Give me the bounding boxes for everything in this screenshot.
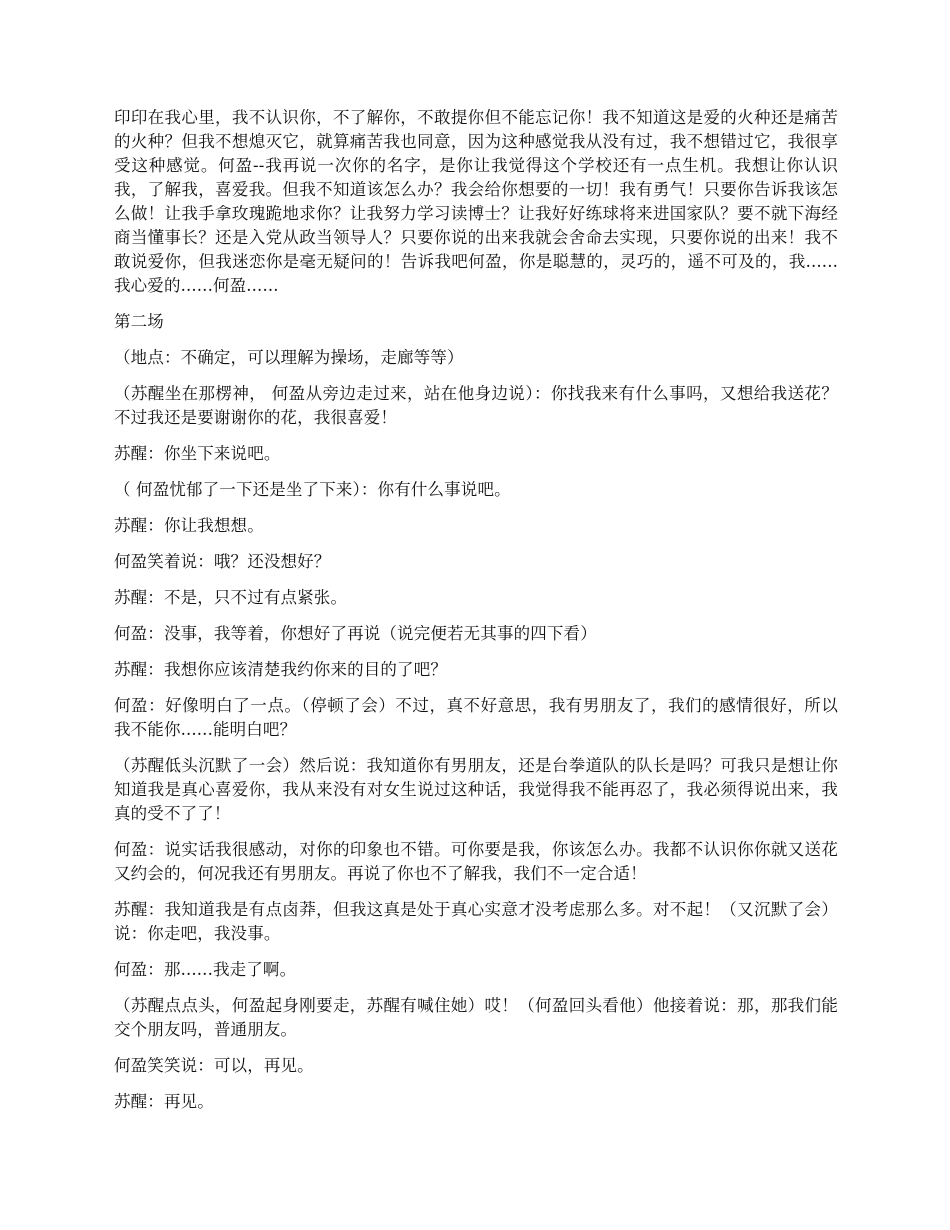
dialogue-line: （苏醒低头沉默了一会）然后说：我知道你有男朋友，还是台拳道队的队长是吗？可我只是想让你知道我是真心喜爱你，我从来没有对女生说过这种话，我觉得我不能再忍了，我必须得说出来，我真的受不了了！ <box>114 756 838 823</box>
dialogue-line: 何盈：说实话我很感动，对你的印象也不错。可你要是我，你该怎么办。我都不认识你你就又送花又约会的，何况我还有男朋友。再说了你也不了解我，我们不一定合适！ <box>114 840 838 883</box>
dialogue-line: 何盈：那......我走了啊。 <box>114 960 297 979</box>
dialogue-line: 苏醒：你让我想想。 <box>114 516 264 535</box>
dialogue-line: 苏醒：再见。 <box>114 1092 214 1111</box>
stage-direction-location: （地点：不确定，可以理解为操场，走廊等等） <box>114 348 464 367</box>
dialogue-line: （苏醒坐在那楞神， 何盈从旁边走过来，站在他身边说）：你找我来有什么事吗，又想给我送花？不过我还是要谢谢你的花，我很喜爱！ <box>114 384 838 427</box>
dialogue-line: （ 何盈忧郁了一下还是坐了下来）：你有什么事说吧。 <box>114 480 511 499</box>
dialogue-line: 苏醒：你坐下来说吧。 <box>114 444 281 463</box>
dialogue-line: 苏醒：不是，只不过有点紧张。 <box>114 588 348 607</box>
dialogue-line: 何盈：没事，我等着，你想好了再说（说完便若无其事的四下看） <box>114 624 597 643</box>
dialogue-line: （苏醒点点头，何盈起身刚要走，苏醒有喊住她）哎！（何盈回头看他）他接着说：那，那我们能交个朋友吗，普通朋友。 <box>114 996 838 1039</box>
dialogue-line: 苏醒：我想你应该清楚我约你来的目的了吧？ <box>114 660 447 679</box>
scene-heading: 第二场 <box>114 312 164 331</box>
dialogue-line: 何盈笑笑说：可以，再见。 <box>114 1056 314 1075</box>
dialogue-line: 苏醒：我知道我是有点卤莽，但我这真是处于真心实意才没考虑那么多。对不起！（又沉默了会）说：你走吧，我没事。 <box>114 900 838 943</box>
dialogue-line: 何盈：好像明白了一点。（停顿了会）不过，真不好意思，我有男朋友了，我们的感情很好，所以我不能你......能明白吧？ <box>114 696 838 739</box>
dialogue-line: 何盈笑着说：哦？还没想好？ <box>114 552 331 571</box>
paragraph-monologue-ending: 印印在我心里，我不认识你，不了解你，不敢提你但不能忘记你！我不知道这是爱的火种还是痛苦的火种？但我不想熄灭它，就算痛苦我也同意，因为这种感觉我从没有过，我不想错过它，我很享受这种感觉。何盈--我再说一次你的名字，是你让我觉得这个学校还有一点生机。我想让你认识我，了解我，喜爱我。但我不知道该怎么办？我会给你想要的一切！我有勇气！只要你告诉我该怎么做！让我手拿玫瑰跪地求你？让我努力学习读博士？让我好好练球将来进国家队？要不就下海经商当懂事长？还是入党从政当领导人？只要你说的出来我就会舍命去实现，只要你说的出来！我不敢说爱你，但我迷恋你是毫无疑问的！告诉我吧何盈，你是聪慧的，灵巧的，遥不可及的，我......我心爱的......何盈...... <box>114 108 838 295</box>
